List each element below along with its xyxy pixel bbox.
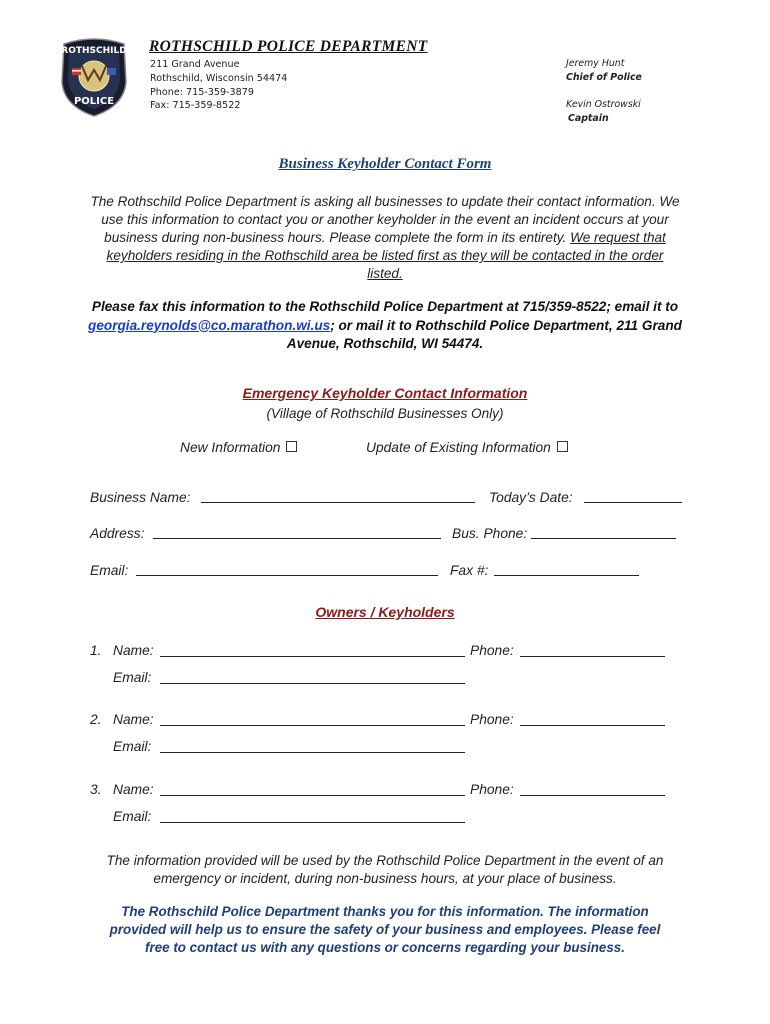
fax-label: Fax #: [450, 563, 489, 578]
email-link[interactable]: georgia.reynolds@co.marathon.wi.us [88, 317, 331, 333]
owner-2-phone-field[interactable] [520, 725, 665, 726]
instructions-before: Please fax this information to the Rothschild Police Department at 715/359-8522; email it to [91, 299, 679, 314]
chief-title: Chief of Police [566, 71, 642, 83]
department-address [150, 58, 287, 113]
owner-1-phone-field[interactable] [520, 656, 665, 657]
owner-3-email-label: Email: [113, 809, 152, 824]
address-field[interactable] [153, 538, 441, 539]
intro-paragraph [88, 193, 682, 283]
intro-text: The Rothschild Police Department is asking all businesses to update their contact information. We use this information to contact you or another keyholder in the event an incident occurs at your business during non-business hours. Please complete the form in its entirety. [90, 194, 680, 245]
business-email-label: Email: [90, 563, 129, 578]
form-title: Business Keyholder Contact Form [278, 156, 492, 172]
submission-instructions [88, 298, 682, 354]
owner-2-name-label: Name: [113, 712, 154, 727]
owner-1-email-label: Email: [113, 670, 152, 685]
owner-3-phone-label: Phone: [470, 782, 514, 797]
update-information-checkbox[interactable] [557, 441, 568, 452]
address-line: 211 Grand Avenue [150, 59, 240, 70]
owner-1-phone-label: Phone: [470, 643, 514, 658]
captain-name: Kevin Ostrowski [566, 99, 641, 111]
thanks-paragraph: The Rothschild Police Department thanks you for this information. The information provided will help us to ensure the safety of your business and employees. Please feel free to contact us with any questions or concerns regarding your business. [109, 904, 661, 955]
fax-field[interactable] [494, 575, 639, 576]
owner-3-phone-field[interactable] [520, 795, 665, 796]
owner-1-name-field[interactable] [160, 656, 465, 657]
update-information-option [366, 440, 568, 455]
emergency-section-title: Emergency Keyholder Contact Information [242, 385, 528, 401]
owner-3-name-label: Name: [113, 782, 154, 797]
owner-1-email-field[interactable] [160, 683, 465, 684]
address-label: Address: [90, 526, 145, 541]
address-line: Fax: 715-359-8522 [150, 100, 241, 112]
business-email-field[interactable] [136, 575, 438, 576]
owner-1-number: 1. [90, 643, 102, 658]
owner-2-number: 2. [90, 712, 102, 727]
owner-2-phone-label: Phone: [470, 712, 514, 727]
owners-section-title: Owners / Keyholders [315, 604, 455, 620]
owner-1-name-label: Name: [113, 643, 154, 658]
emergency-subtitle: (Village of Rothschild Businesses Only) [266, 406, 504, 421]
instructions-after: ; or mail it to Rothschild Police Department, 211 Grand Avenue, Rothschild, WI 54474. [286, 317, 682, 351]
staff-block [566, 57, 642, 125]
owner-2-name-field[interactable] [160, 725, 465, 726]
bus-phone-label: Bus. Phone: [452, 526, 528, 541]
new-information-checkbox[interactable] [286, 441, 297, 452]
police-badge-logo [58, 36, 130, 118]
chief-name: Jeremy Hunt [566, 58, 625, 69]
todays-date-label: Today’s Date: [489, 490, 573, 505]
intro-underlined-text: We request that keyholders residing in the Rothschild area be listed first as they will be contacted in the order listed. [106, 230, 666, 281]
update-information-label: Update of Existing Information [366, 440, 551, 455]
todays-date-field[interactable] [584, 502, 682, 503]
owner-2-email-label: Email: [113, 739, 152, 754]
closing-paragraph: The information provided will be used by the Rothschild Police Department in the event of an emergency or incident, during non-business hours, at your place of business. [106, 853, 664, 886]
address-line: Phone: 715-359-3879 [150, 86, 254, 98]
owner-2-email-field[interactable] [160, 752, 465, 753]
business-name-label: Business Name: [90, 490, 191, 505]
address-line: Rothschild, Wisconsin 54474 [150, 72, 288, 84]
new-information-label: New Information [180, 440, 281, 455]
bus-phone-field[interactable] [531, 538, 676, 539]
captain-title: Captain [568, 112, 609, 124]
owner-3-name-field[interactable] [160, 795, 465, 796]
department-name: ROTHSCHILD POLICE DEPARTMENT [149, 38, 428, 55]
owner-3-number: 3. [90, 782, 102, 797]
badge-top-text: ROTHSCHILD [61, 46, 127, 56]
badge-bottom-text: POLICE [73, 96, 115, 107]
new-information-option [180, 440, 297, 455]
business-name-field[interactable] [201, 502, 475, 503]
owner-3-email-field[interactable] [160, 822, 465, 823]
